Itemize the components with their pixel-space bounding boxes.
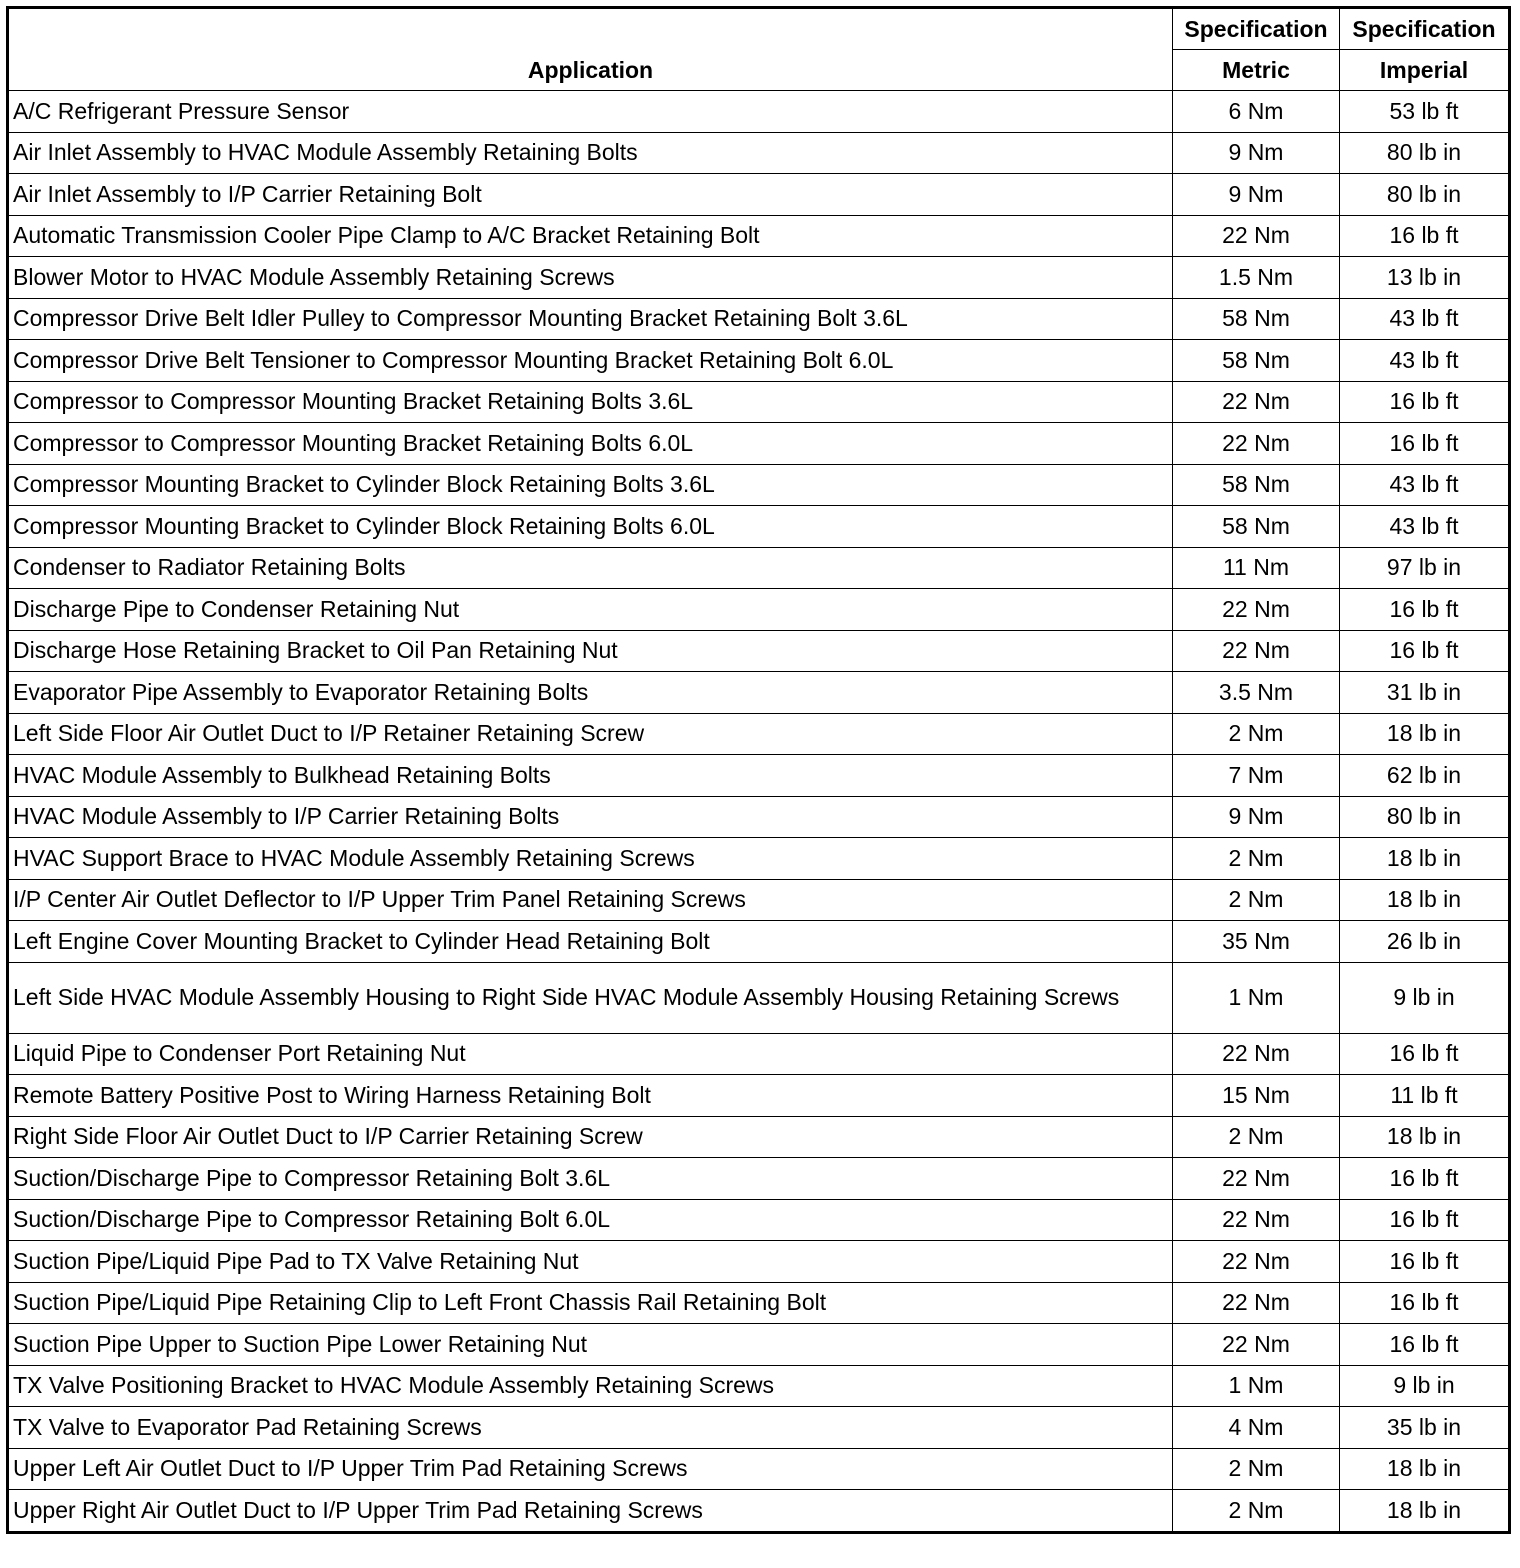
imperial-value-cell: 97 lb in	[1340, 547, 1510, 589]
application-cell: Left Engine Cover Mounting Bracket to Cylinder Head Retaining Bolt	[8, 921, 1173, 963]
application-cell: TX Valve to Evaporator Pad Retaining Screws	[8, 1407, 1173, 1449]
table-row	[8, 755, 1510, 797]
table-body	[8, 91, 1510, 1533]
application-cell: Automatic Transmission Cooler Pipe Clamp to A/C Bracket Retaining Bolt	[8, 215, 1173, 257]
table-row	[8, 340, 1510, 382]
imperial-value-cell: 80 lb in	[1340, 796, 1510, 838]
application-cell: Left Side Floor Air Outlet Duct to I/P Retainer Retaining Screw	[8, 713, 1173, 755]
table-row	[8, 215, 1510, 257]
metric-value-cell: 35 Nm	[1173, 921, 1340, 963]
application-cell: Discharge Pipe to Condenser Retaining Nut	[8, 589, 1173, 631]
metric-value-cell: 4 Nm	[1173, 1407, 1340, 1449]
imperial-value-cell: 16 lb ft	[1340, 1158, 1510, 1200]
application-cell: Compressor Drive Belt Idler Pulley to Compressor Mounting Bracket Retaining Bolt 3.6L	[8, 298, 1173, 340]
metric-value-cell: 22 Nm	[1173, 1158, 1340, 1200]
table-row	[8, 423, 1510, 465]
header-imperial-specification: Specification	[1340, 8, 1510, 50]
table-row	[8, 921, 1510, 963]
imperial-value-cell: 13 lb in	[1340, 257, 1510, 299]
imperial-value-cell: 16 lb ft	[1340, 423, 1510, 465]
metric-value-cell: 58 Nm	[1173, 464, 1340, 506]
fastener-specifications-table	[6, 6, 1511, 1534]
imperial-value-cell: 16 lb ft	[1340, 1033, 1510, 1075]
metric-value-cell: 2 Nm	[1173, 1116, 1340, 1158]
imperial-value-cell: 18 lb in	[1340, 1490, 1510, 1533]
imperial-value-cell: 43 lb ft	[1340, 464, 1510, 506]
application-cell: A/C Refrigerant Pressure Sensor	[8, 91, 1173, 133]
metric-value-cell: 22 Nm	[1173, 1241, 1340, 1283]
table-row	[8, 838, 1510, 880]
application-cell: Condenser to Radiator Retaining Bolts	[8, 547, 1173, 589]
imperial-value-cell: 16 lb ft	[1340, 1199, 1510, 1241]
table-header	[8, 8, 1510, 91]
metric-value-cell: 9 Nm	[1173, 796, 1340, 838]
imperial-value-cell: 18 lb in	[1340, 1448, 1510, 1490]
table-row	[8, 1199, 1510, 1241]
metric-value-cell: 11 Nm	[1173, 547, 1340, 589]
header-metric: Metric	[1173, 50, 1340, 91]
imperial-value-cell: 80 lb in	[1340, 132, 1510, 174]
metric-value-cell: 22 Nm	[1173, 381, 1340, 423]
table-row	[8, 91, 1510, 133]
application-cell: Compressor Mounting Bracket to Cylinder Block Retaining Bolts 6.0L	[8, 506, 1173, 548]
table-row	[8, 1158, 1510, 1200]
imperial-value-cell: 18 lb in	[1340, 1116, 1510, 1158]
table-row	[8, 1033, 1510, 1075]
header-application: Application	[8, 8, 1173, 91]
application-cell: Left Side HVAC Module Assembly Housing to Right Side HVAC Module Assembly Housing Retaining Screws	[8, 962, 1173, 1033]
table-row	[8, 506, 1510, 548]
imperial-value-cell: 16 lb ft	[1340, 381, 1510, 423]
metric-value-cell: 2 Nm	[1173, 838, 1340, 880]
imperial-value-cell: 16 lb ft	[1340, 215, 1510, 257]
application-cell: TX Valve Positioning Bracket to HVAC Module Assembly Retaining Screws	[8, 1365, 1173, 1407]
metric-value-cell: 2 Nm	[1173, 1490, 1340, 1533]
application-cell: Suction/Discharge Pipe to Compressor Retaining Bolt 3.6L	[8, 1158, 1173, 1200]
application-cell: Evaporator Pipe Assembly to Evaporator Retaining Bolts	[8, 672, 1173, 714]
table-row	[8, 1365, 1510, 1407]
table-row	[8, 464, 1510, 506]
imperial-value-cell: 53 lb ft	[1340, 91, 1510, 133]
metric-value-cell: 2 Nm	[1173, 879, 1340, 921]
table-row	[8, 589, 1510, 631]
metric-value-cell: 1 Nm	[1173, 1365, 1340, 1407]
table-row	[8, 174, 1510, 216]
imperial-value-cell: 35 lb in	[1340, 1407, 1510, 1449]
imperial-value-cell: 16 lb ft	[1340, 1241, 1510, 1283]
metric-value-cell: 6 Nm	[1173, 91, 1340, 133]
table-row	[8, 713, 1510, 755]
table-row	[8, 1448, 1510, 1490]
imperial-value-cell: 62 lb in	[1340, 755, 1510, 797]
metric-value-cell: 58 Nm	[1173, 298, 1340, 340]
application-cell: Compressor Mounting Bracket to Cylinder Block Retaining Bolts 3.6L	[8, 464, 1173, 506]
application-cell: Discharge Hose Retaining Bracket to Oil Pan Retaining Nut	[8, 630, 1173, 672]
imperial-value-cell: 26 lb in	[1340, 921, 1510, 963]
metric-value-cell: 1.5 Nm	[1173, 257, 1340, 299]
imperial-value-cell: 9 lb in	[1340, 962, 1510, 1033]
metric-value-cell: 22 Nm	[1173, 1199, 1340, 1241]
table-row	[8, 1116, 1510, 1158]
imperial-value-cell: 16 lb ft	[1340, 1324, 1510, 1366]
table-row	[8, 1490, 1510, 1533]
metric-value-cell: 2 Nm	[1173, 1448, 1340, 1490]
application-cell: HVAC Module Assembly to I/P Carrier Retaining Bolts	[8, 796, 1173, 838]
table-row	[8, 381, 1510, 423]
application-cell: Suction Pipe Upper to Suction Pipe Lower Retaining Nut	[8, 1324, 1173, 1366]
imperial-value-cell: 16 lb ft	[1340, 1282, 1510, 1324]
metric-value-cell: 3.5 Nm	[1173, 672, 1340, 714]
metric-value-cell: 9 Nm	[1173, 174, 1340, 216]
imperial-value-cell: 31 lb in	[1340, 672, 1510, 714]
metric-value-cell: 22 Nm	[1173, 215, 1340, 257]
imperial-value-cell: 43 lb ft	[1340, 298, 1510, 340]
table-row	[8, 630, 1510, 672]
table-row	[8, 132, 1510, 174]
table-row	[8, 796, 1510, 838]
header-metric-specification: Specification	[1173, 8, 1340, 50]
table-row	[8, 257, 1510, 299]
application-cell: Compressor to Compressor Mounting Bracket Retaining Bolts 3.6L	[8, 381, 1173, 423]
application-cell: Compressor to Compressor Mounting Bracket Retaining Bolts 6.0L	[8, 423, 1173, 465]
application-cell: Remote Battery Positive Post to Wiring Harness Retaining Bolt	[8, 1075, 1173, 1117]
metric-value-cell: 22 Nm	[1173, 423, 1340, 465]
application-cell: Suction Pipe/Liquid Pipe Pad to TX Valve Retaining Nut	[8, 1241, 1173, 1283]
imperial-value-cell: 16 lb ft	[1340, 589, 1510, 631]
application-cell: HVAC Support Brace to HVAC Module Assembly Retaining Screws	[8, 838, 1173, 880]
metric-value-cell: 15 Nm	[1173, 1075, 1340, 1117]
application-cell: Blower Motor to HVAC Module Assembly Retaining Screws	[8, 257, 1173, 299]
application-cell: Right Side Floor Air Outlet Duct to I/P Carrier Retaining Screw	[8, 1116, 1173, 1158]
application-cell: Upper Right Air Outlet Duct to I/P Upper Trim Pad Retaining Screws	[8, 1490, 1173, 1533]
metric-value-cell: 22 Nm	[1173, 1324, 1340, 1366]
table-row	[8, 1282, 1510, 1324]
application-cell: Air Inlet Assembly to HVAC Module Assembly Retaining Bolts	[8, 132, 1173, 174]
header-row-specification	[8, 8, 1510, 50]
metric-value-cell: 58 Nm	[1173, 506, 1340, 548]
table-row	[8, 1075, 1510, 1117]
table-row	[8, 672, 1510, 714]
application-cell: Upper Left Air Outlet Duct to I/P Upper Trim Pad Retaining Screws	[8, 1448, 1173, 1490]
metric-value-cell: 22 Nm	[1173, 1033, 1340, 1075]
application-cell: Air Inlet Assembly to I/P Carrier Retaining Bolt	[8, 174, 1173, 216]
imperial-value-cell: 80 lb in	[1340, 174, 1510, 216]
imperial-value-cell: 11 lb ft	[1340, 1075, 1510, 1117]
table-row	[8, 1241, 1510, 1283]
table-row	[8, 962, 1510, 1033]
metric-value-cell: 22 Nm	[1173, 1282, 1340, 1324]
application-cell: Suction/Discharge Pipe to Compressor Retaining Bolt 6.0L	[8, 1199, 1173, 1241]
imperial-value-cell: 18 lb in	[1340, 879, 1510, 921]
metric-value-cell: 22 Nm	[1173, 630, 1340, 672]
application-cell: HVAC Module Assembly to Bulkhead Retaining Bolts	[8, 755, 1173, 797]
application-cell: Liquid Pipe to Condenser Port Retaining Nut	[8, 1033, 1173, 1075]
application-cell: I/P Center Air Outlet Deflector to I/P Upper Trim Panel Retaining Screws	[8, 879, 1173, 921]
metric-value-cell: 22 Nm	[1173, 589, 1340, 631]
metric-value-cell: 1 Nm	[1173, 962, 1340, 1033]
table-row	[8, 298, 1510, 340]
application-cell: Suction Pipe/Liquid Pipe Retaining Clip to Left Front Chassis Rail Retaining Bolt	[8, 1282, 1173, 1324]
imperial-value-cell: 18 lb in	[1340, 713, 1510, 755]
application-cell: Compressor Drive Belt Tensioner to Compressor Mounting Bracket Retaining Bolt 6.0L	[8, 340, 1173, 382]
imperial-value-cell: 43 lb ft	[1340, 340, 1510, 382]
metric-value-cell: 58 Nm	[1173, 340, 1340, 382]
table-row	[8, 1324, 1510, 1366]
header-imperial: Imperial	[1340, 50, 1510, 91]
imperial-value-cell: 16 lb ft	[1340, 630, 1510, 672]
table-row	[8, 547, 1510, 589]
metric-value-cell: 7 Nm	[1173, 755, 1340, 797]
table-row	[8, 879, 1510, 921]
metric-value-cell: 9 Nm	[1173, 132, 1340, 174]
imperial-value-cell: 18 lb in	[1340, 838, 1510, 880]
table-row	[8, 1407, 1510, 1449]
imperial-value-cell: 43 lb ft	[1340, 506, 1510, 548]
imperial-value-cell: 9 lb in	[1340, 1365, 1510, 1407]
metric-value-cell: 2 Nm	[1173, 713, 1340, 755]
